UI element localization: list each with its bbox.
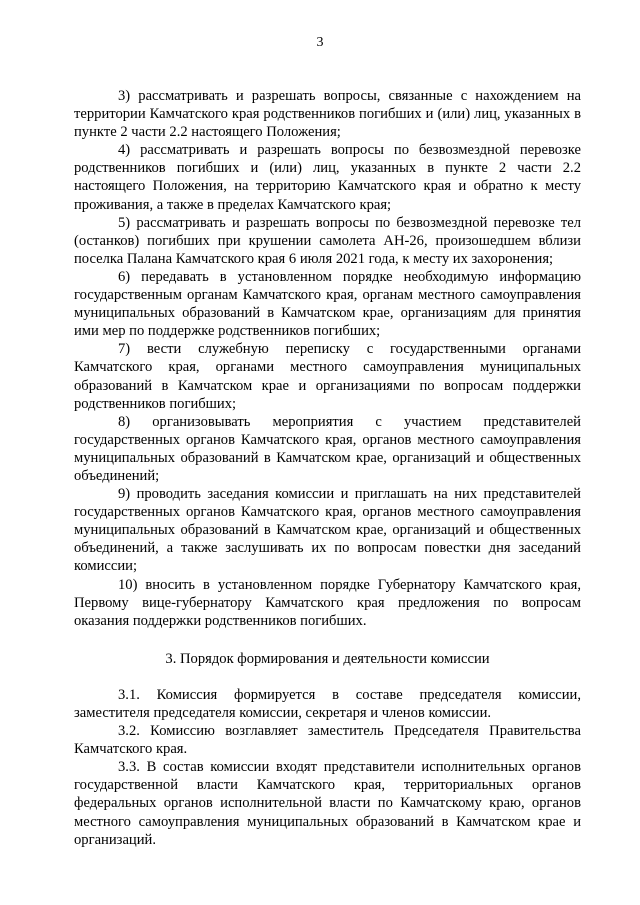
list-item: 6) передавать в установленном порядке необходимую информацию государственным органам Камчатского края, органам местного самоуправления муниципальных образований в Камчатском крае, организациям для принятия ими мер по поддержке родственников погибших; — [74, 268, 581, 340]
list-item: 5) рассматривать и разрешать вопросы по безвозмездной перевозке тел (останков) погибших при крушении самолета АН-26, произошедшем вблизи поселка Палана Камчатского края 6 июля 2021 года, к месту их захоронения; — [74, 214, 581, 267]
section-paragraph: 3.1. Комиссия формируется в составе председателя комиссии, заместителя председателя комиссии, секретаря и членов комиссии. — [74, 686, 581, 721]
list-item: 4) рассматривать и разрешать вопросы по безвозмездной перевозке родственников погибших и (или) лиц, указанных в пункте 2 части 2.2 настоящего Положения, на территорию Камчатского края и обратно к месту проживания, а также в пределах Камчатского края; — [74, 142, 581, 213]
section-paragraph: 3.3. В состав комиссии входят представители исполнительных органов государственной власти Камчатского края, территориальных органов федеральных органов исполнительной власти по Камчатскому краю, органов местного самоуправления муниципальных образований в Камчатском крае и организаций. — [74, 759, 581, 848]
list-item: 3) рассматривать и разрешать вопросы, связанные с нахождением на территории Камчатского края родственников погибших и (или) лиц, указанных в пункте 2 части 2.2 настоящего Положения; — [74, 88, 581, 141]
page-number: 3 — [316, 35, 324, 50]
section-heading: 3. Порядок формирования и деятельности комиссии — [165, 650, 490, 667]
list-item: 9) проводить заседания комиссии и приглашать на них представителей государственных органов Камчатского края, органов местного самоуправления муниципальных образований в Камчатском крае, организаций и общественных объединений, а также заслушивать их по вопросам повестки дня заседаний комиссии; — [74, 486, 581, 575]
section-paragraph: 3.2. Комиссию возглавляет заместитель Председателя Правительства Камчатского края. — [74, 723, 581, 758]
list-item: 10) вносить в установленном порядке Губернатору Камчатского края, Первому вице-губернатору Камчатского края предложения по вопросам оказания поддержки родственников погибших. — [74, 576, 581, 629]
list-item: 7) вести служебную переписку с государственными органами Камчатского края, органами местного самоуправления муниципальных образований в Камчатском крае и организациями по вопросам поддержки родственников погибших; — [74, 341, 581, 412]
document-body — [74, 87, 581, 849]
list-item: 8) организовывать мероприятия с участием представителей государственных органов Камчатского края, органов местного самоуправления муниципальных образований в Камчатском крае, организаций и общественных объединений; — [74, 413, 581, 484]
